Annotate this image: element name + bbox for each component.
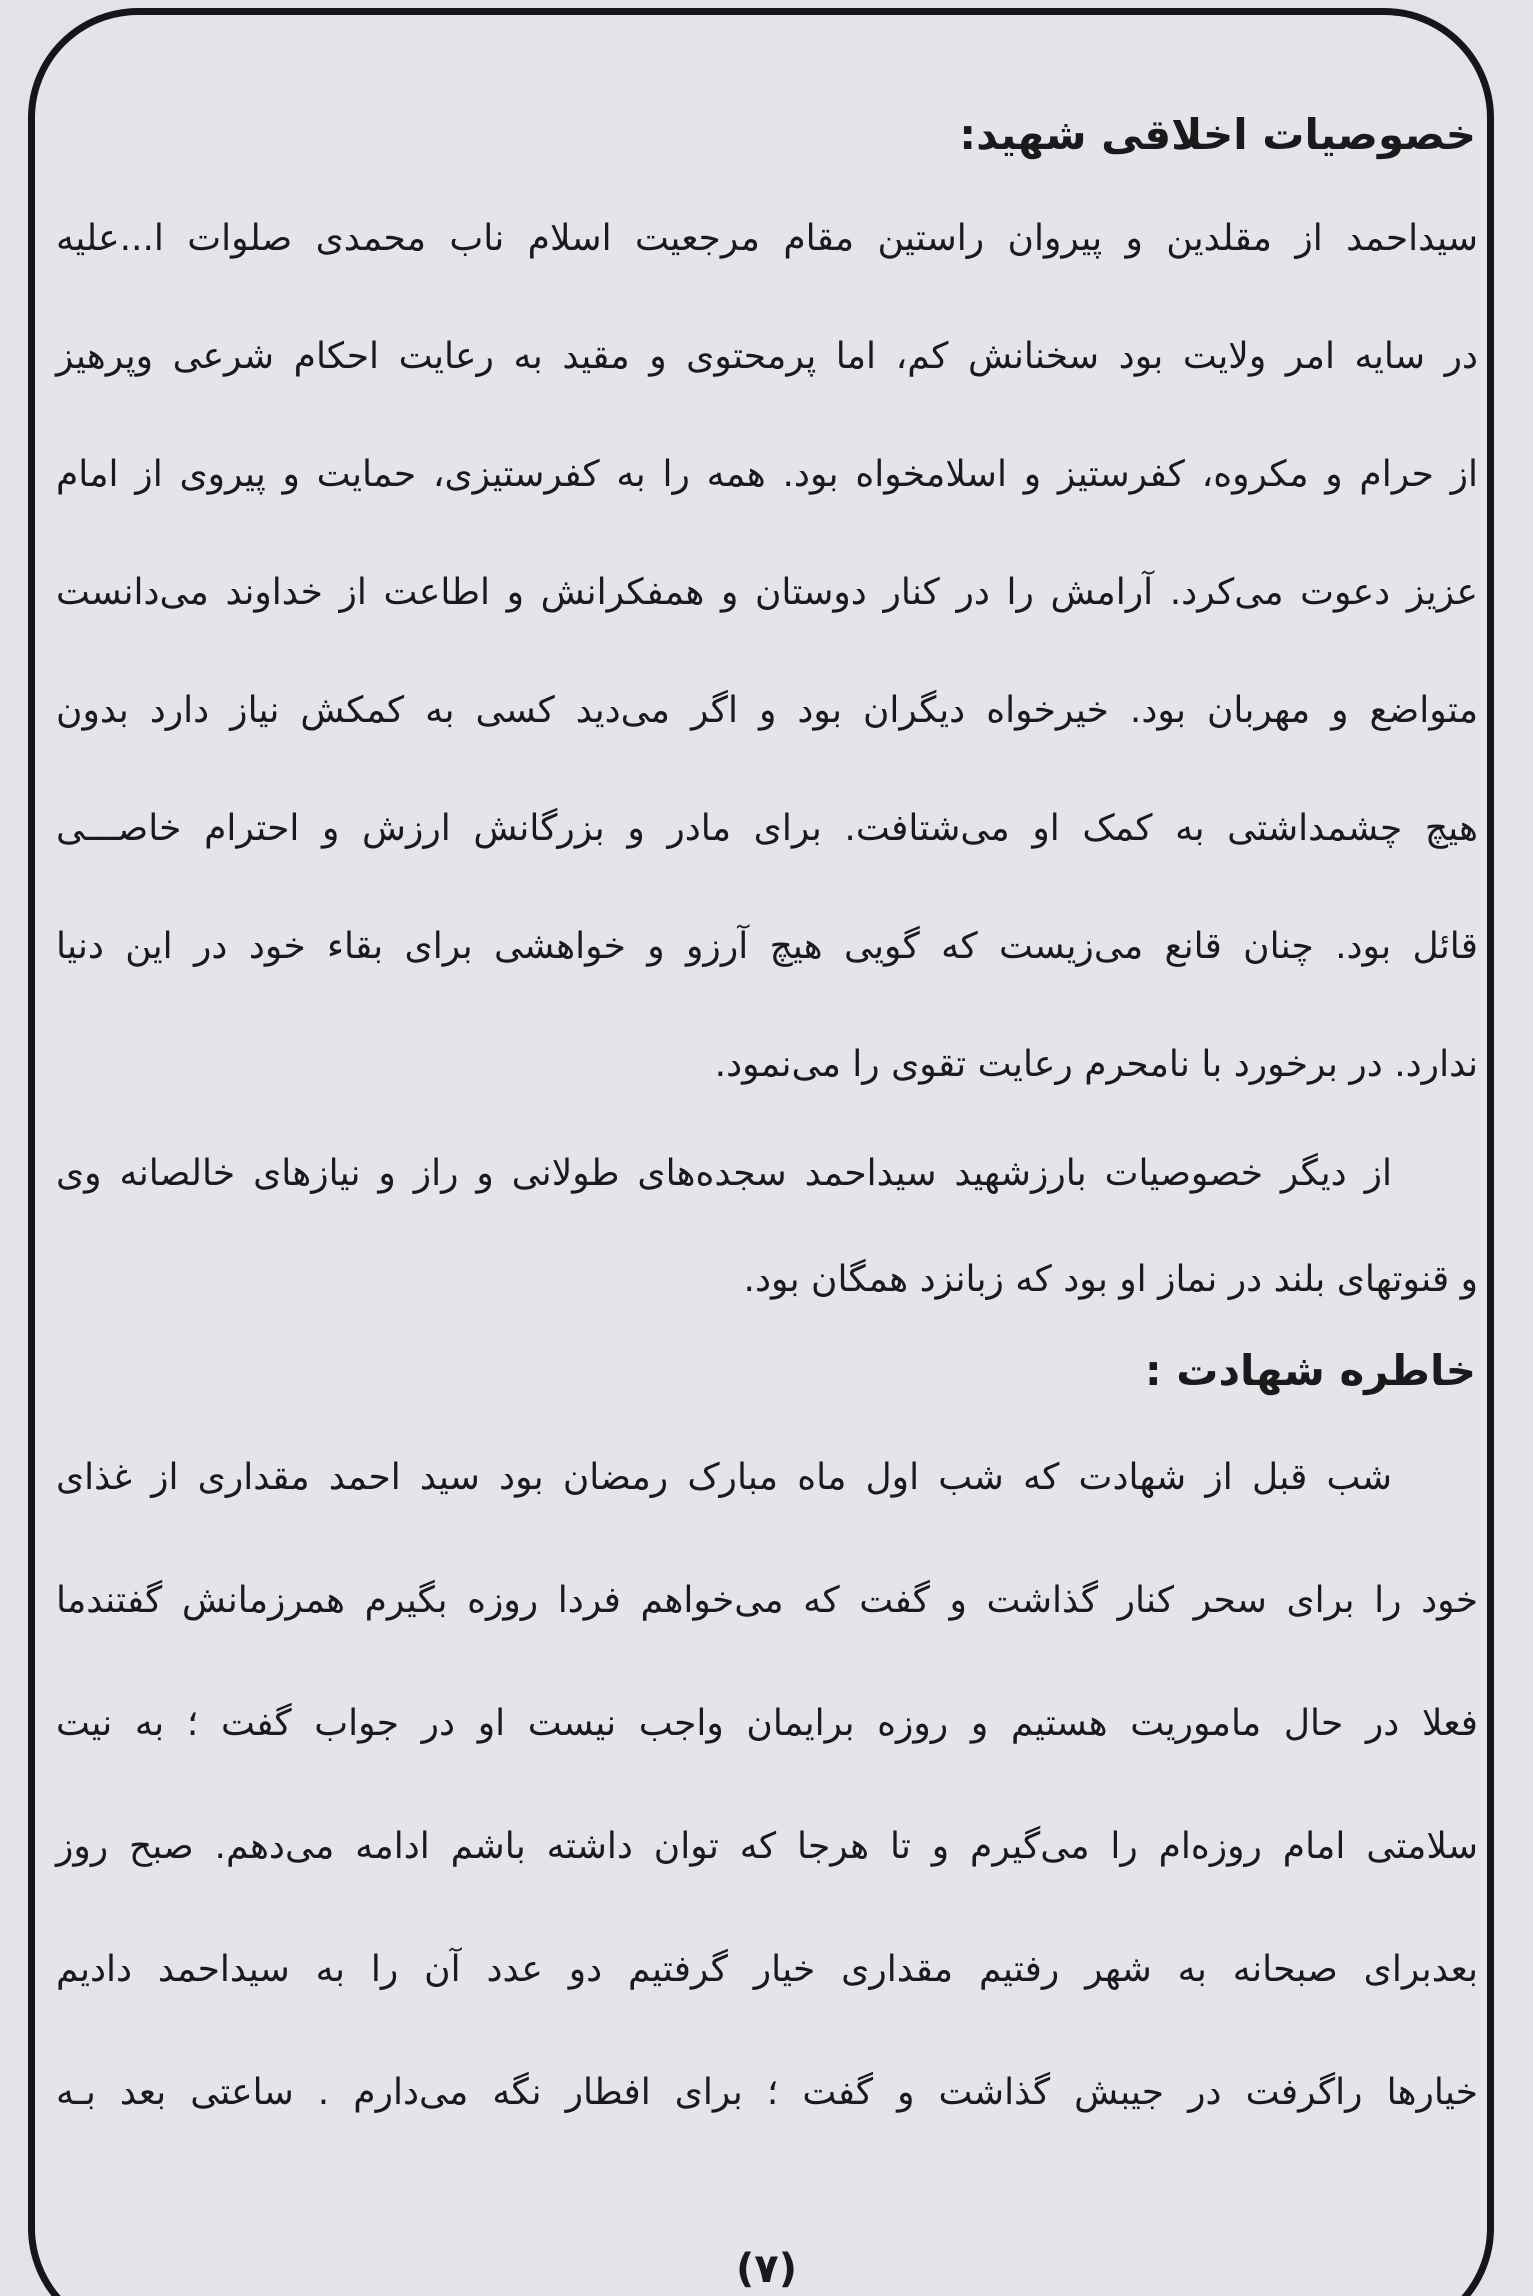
text-line: از دیگر خصوصیات بارزشهید سیداحمد سجده‌های طولانی و راز و نیازهای خالصانه وی [56,1153,1392,1194]
text-line: در سایه امر ولایت بود سخنانش کم، اما پرمحتوی و مقید به رعایت احکام شرعی وپرهیز [56,336,1478,377]
text-line: سیداحمد از مقلدین و پیروان راستین مقام مرجعیت اسلام ناب محمدی صلوات ا...علیه [56,218,1478,259]
text-line: عزیز دعوت می‌کرد. آرامش را در کنار دوستان و همفکرانش و اطاعت از خداوند می‌دانست [56,572,1478,613]
text-line: ندارد. در برخورد با نامحرم رعایت تقوی را می‌نمود. [714,1044,1478,1085]
paragraph-other-traits [52,1124,1482,1336]
text-line: بعدبرای صبحانه به شهر رفتیم مقداری خیار گرفتیم دو عدد آن را به سیداحمد دادیم [56,1949,1478,1990]
text-line: و قنوتهای بلند در نماز او بود که زبانزد همگان بود. [743,1259,1478,1300]
paragraph-martyrdom-memory [52,1416,1482,2154]
text-line: از حرام و مکروه، کفرستیز و اسلامخواه بود. همه را به کفرستیزی، حمایت و پیروی از امام [56,454,1478,495]
text-line: خیارها راگرفت در جیبش گذاشت و گفت ؛ برای افطار نگه می‌دارم . ساعتی بعد بـه [56,2072,1478,2113]
text-line: قائل بود. چنان قانع می‌زیست که گویی هیچ آرزو و خواهشی برای بقاء خود در این دنیا [56,926,1478,967]
text-line: هیچ چشمداشتی به کمک او می‌شتافت. برای مادر و بزرگانش ارزش و احترام خاصـــی [56,808,1478,849]
document-body [52,80,1482,2154]
page-number: (۷) [736,2246,797,2292]
text-line: سلامتی امام روزه‌ام را می‌گیرم و تا هرجا که توان داشته باشم ادامه می‌دهم. صبح روز [56,1826,1478,1867]
text-line: خود را برای سحر کنار گذاشت و گفت که می‌خواهم فردا روزه بگیرم همرزمانش گفتندما [56,1580,1478,1621]
heading-martyrdom-memory: خاطره شهادت : [1144,1346,1476,1395]
text-line: شب قبل از شهادت که شب اول ماه مبارک رمضان بود سید احمد مقداری از غذای [56,1457,1392,1498]
heading-moral-traits: خصوصیات اخلاقی شهید: [959,110,1476,159]
text-line: متواضع و مهربان بود. خیرخواه دیگران بود و اگر می‌دید کسی به کمکش نیاز دارد بدون [56,690,1478,731]
paragraph-moral-traits [52,180,1482,1124]
text-line: فعلا در حال ماموریت هستیم و روزه برایمان واجب نیست او در جواب گفت ؛ به نیت [56,1703,1478,1744]
